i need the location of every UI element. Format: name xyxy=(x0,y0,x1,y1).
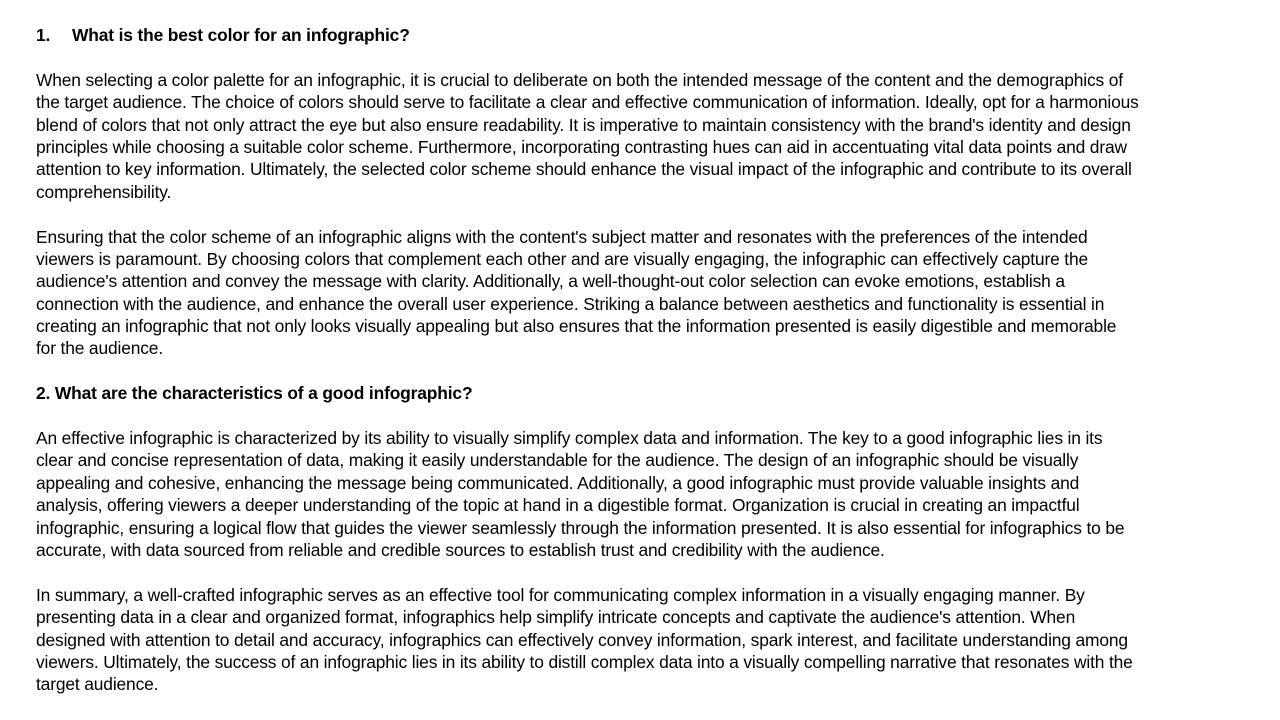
paragraph-line: principles while choosing a suitable color scheme. Furthermore, incorporating contrasting hues can aid in accentuating vital data points and draw xyxy=(36,136,1127,157)
section-1-paragraph-2 xyxy=(36,226,1139,360)
paragraph-line: the target audience. The choice of colors should serve to facilitate a clear and effective communication of information. Ideally, opt for a harmonious xyxy=(36,92,1139,113)
paragraph-line: Ensuring that the color scheme of an infographic aligns with the content's subject matter and resonates with the preferences of the intended xyxy=(36,226,1088,247)
paragraph-line: creating an infographic that not only looks visually appealing but also ensures that the information presented is easily digestible and memorable xyxy=(36,316,1117,337)
paragraph-line: target audience. xyxy=(36,674,159,695)
paragraph-line: blend of colors that not only attract the eye but also ensure readability. It is imperative to maintain consistency with the brand's identity and design xyxy=(36,114,1131,135)
paragraph-line: viewers. Ultimately, the success of an infographic lies in its ability to distill complex data into a visually compelling narrative that resonates with the xyxy=(36,651,1133,672)
section-1-heading-text: What is the best color for an infographic? xyxy=(72,25,410,45)
paragraph-line: viewers is paramount. By choosing colors that complement each other and are visually engaging, the infographic can effectively capture the xyxy=(36,248,1089,269)
paragraph-line: appealing and cohesive, enhancing the message being communicated. Additionally, a good infographic must provide valuable insights and xyxy=(36,472,1080,493)
section-1-heading xyxy=(36,24,1139,46)
section-1-paragraph-1 xyxy=(36,69,1139,203)
paragraph-line: audience's attention and convey the message with clarity. Additionally, a well-thought-out color selection can evoke emotions, establish a xyxy=(36,271,1065,292)
section-2-heading: 2. What are the characteristics of a good infographic? xyxy=(36,383,473,404)
paragraph-line: analysis, offering viewers a deeper understanding of the topic at hand in a digestible format. Organization is crucial in creating an impactful xyxy=(36,495,1080,516)
paragraph-line: for the audience. xyxy=(36,338,164,359)
paragraph-line: comprehensibility. xyxy=(36,181,172,202)
paragraph-line: connection with the audience, and enhance the overall user experience. Striking a balance between aesthetics and functionality is essential in xyxy=(36,293,1105,314)
paragraph-line: presenting data in a clear and organized format, infographics help simplify intricate concepts and captivate the audience's attention. When xyxy=(36,607,1076,628)
paragraph-line: infographic, ensuring a logical flow that guides the viewer seamlessly through the information presented. It is also essential for infographics to be xyxy=(36,517,1125,538)
section-2-paragraph-1 xyxy=(36,427,1139,561)
section-2-paragraph-2 xyxy=(36,584,1139,696)
paragraph-line: An effective infographic is characterized by its ability to visually simplify complex data and information. The key to a good infographic lies in its xyxy=(36,428,1103,449)
paragraph-line: designed with attention to detail and accuracy, infographics can effectively convey information, spark interest, and facilitate understanding among xyxy=(36,629,1128,650)
document xyxy=(36,24,1139,696)
section-1-number: 1. xyxy=(36,25,51,45)
paragraph-line: clear and concise representation of data, making it easily understandable for the audience. The design of an infographic should be visually xyxy=(36,450,1079,471)
paragraph-line: In summary, a well-crafted infographic serves as an effective tool for communicating complex information in a visually engaging manner. By xyxy=(36,584,1085,605)
paragraph-line: attention to key information. Ultimately, the selected color scheme should enhance the visual impact of the infographic and contribute to its overall xyxy=(36,159,1132,180)
paragraph-line: accurate, with data sourced from reliable and credible sources to establish trust and credibility with the audience. xyxy=(36,539,885,560)
paragraph-line: When selecting a color palette for an infographic, it is crucial to deliberate on both the intended message of the content and the demographics of xyxy=(36,69,1123,90)
